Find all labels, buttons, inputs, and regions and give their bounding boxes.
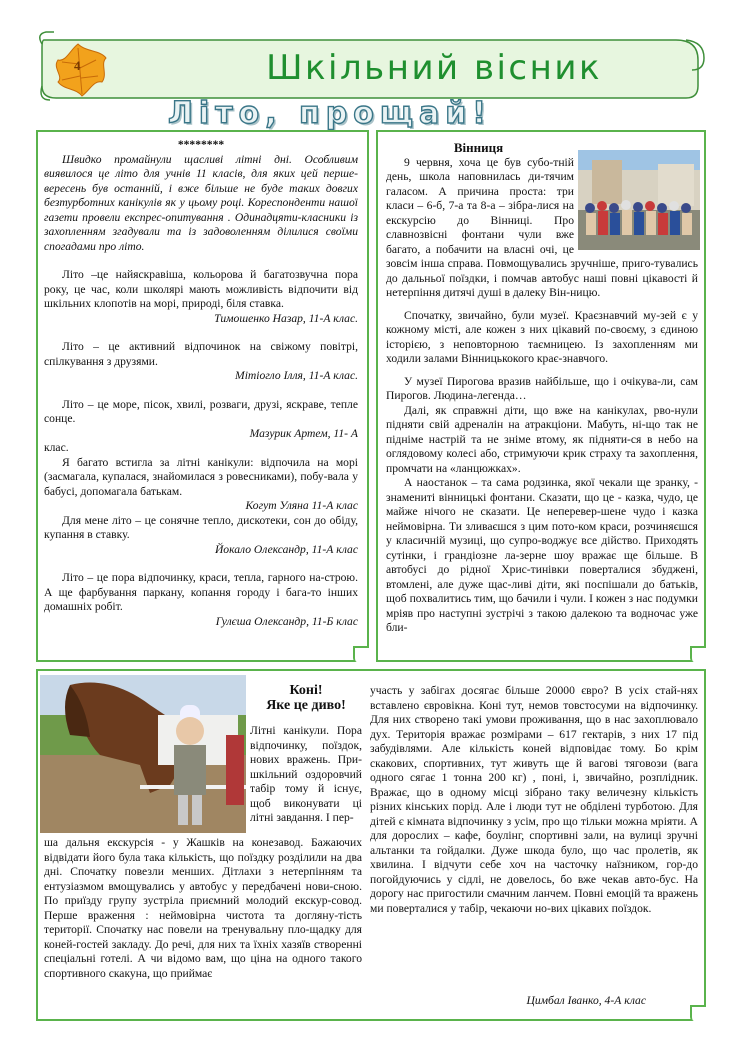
horses-wide-p: ша дальня екскурсія - у Жашків на конезавод. Бажаючих відвідати його була така кількість, що поїздку розділили на два дні. Спочатку повезли менших. Дітлахи з нетерпінням та ентузіазмом вмощувались у автобус у передбачені нови-сною. По приїзду групу зустріла приємний молодий екскур-совод. Перше враження : неймовірна чистота та догляну-тість території. Спочатку нас повели на тренувальну пло-щадку для коней-гостей закладу. До речі, для них та їхніх хазяїв створенні спеціальні готелі. А чи відомо вам, що ціна на одного такого спортивного скакуна, що приймає — [44, 836, 362, 980]
author-2: Мітіогло Ілля, 11-А клас. — [235, 369, 358, 382]
quote-1: Літо –це найяскравіша, кольорова й багатозвучна пора року, це час, коли школярі мають можливість відпочити від шкільних клопотів на морі, природі, біля ставка. — [44, 268, 358, 310]
quote-5: Для мене літо – це сонячне тепло, дискотеки, сон до обіду, купання в ставку. — [44, 513, 358, 541]
quote-4: Я багато встигла за літні канікули: відпочила на морі (засмагала, купалася, знайомилася з ровесниками), побу-вала у бабусі, допомагала батькам. — [44, 455, 358, 498]
horses-wide-text — [44, 836, 362, 1016]
masthead-title: Шкільний вісник — [266, 48, 602, 88]
vinnytsia-p2: Спочатку, звичайно, були музеї. Краєзнавчий му-зей є у кожному місті, але кожен з них цікавий по-своєму, з єдиною історією, з неповторною таємницею. Із захопленням ми ходили залами Вінницькокого крає-знавчого. — [386, 308, 698, 365]
horses-right-text — [370, 684, 698, 984]
horses-narrow-text — [250, 724, 362, 834]
vinnytsia-p1: 9 червня, хоча це був субо-тній день, школа наповнилась ди-тячим галасом. А причина проста: три класи – 6-б, 7-а та 8-а – зібра-лися на екскурсію до Вінниці. Про славнозвісні фонтани чули вже багато, а побачити на власні очі, це зовсім інша справа. Повмощувались зручніше, приго-тувались до дальньої поїздки, і помчав автобус наші повні цікавості й нетерпіння дитячі душі в далеку Він-ницю. — [386, 155, 698, 299]
stars-divider: ******** — [177, 138, 225, 151]
quote-3: Літо – це море, пісок, хвилі, розваги, друзі, яскраве, тепле сонце. — [44, 397, 358, 425]
right-article — [386, 141, 698, 659]
horses-author: Цимбал Іванко, 4-А клас — [526, 994, 646, 1007]
author-3: Мазурик Артем, 11- А — [249, 426, 358, 440]
author-1: Тимошенко Назар, 11-А клас. — [214, 311, 358, 325]
author-4: Когут Уляна 11-А клас — [245, 499, 358, 512]
horse-photo — [40, 675, 246, 833]
vinnytsia-body — [386, 156, 698, 636]
horses-title-block — [250, 684, 362, 724]
page-number: 4 — [74, 58, 81, 73]
author-5: Йокало Олександр, 11-А клас — [214, 542, 358, 556]
horses-title-line2: Яке це диво! — [266, 697, 346, 713]
horses-title-line1: Коні! — [289, 684, 323, 698]
horses-narrow-p: Літні канікули. Пора відпочинку, поїздок, нових вражень. При-шкільний оздоровчий табір тому й існує, щоб виконувати ці літні завдання. І пер- — [250, 724, 362, 824]
quote-2: Літо – це активний відпочинок на свіжому повітрі, спілкування з друзями. — [44, 340, 358, 368]
vinnytsia-p4: Далі, як справжні діти, що вже на канікулах, рво-нули підняти свій адреналін на атракціони. Мабуть, ні-що так не підніме настрій та не зніме втому, як підняти-ся в небо на оглядовому колесі або, стримуючи крик страху та захоплення, промчати на «ланцюжках». — [386, 403, 698, 475]
author-3-tail: клас. — [44, 441, 69, 454]
quote-6: Літо – це пора відпочинку, краси, тепла, гарного на-строю. А ще фарбування паркану, копання городу і бага-то інших домашніх робіт. — [44, 571, 358, 613]
vinnytsia-p5: А наостанок – та сама родзинка, якої чекали ще зранку, - знаменитi вiнницькi фонтани. Сказати, що це - казка, чудо, це майже нічого не сказати. Це неперевер-шене чудо і казка неймовірна. Ти зливаєшся з цим пото-ком краси, розчиняєшся у класичній музиці, що супро-воджує все дійство. Приходять сутінки, і грандіозне ла-зерне шоу вражає ще більше. В автобусі до рідної Хрис-тинівки поверталися збуджені, втомлені, але дуже щас-ливі діти, які поспішали до батьків, щоб похвалитись тим, що бачили і чули. І кожен з нас подумки мріяв про наступні зустрічі з такою далекою та водночас уже бли- — [386, 476, 698, 634]
author-6: Гулєша Олександр, 11-Б клас — [215, 614, 358, 628]
vinnytsia-p3: У музеї Пирогова вразив найбільше, що і очікува-ли, сам Пирогов. Людина-легенда… — [386, 374, 698, 402]
issue-subtitle: Літо, прощай! — [168, 96, 492, 131]
vinnytsia-title: Вінниця — [453, 141, 504, 155]
intro-text: Швидко промайнули щасливі літні дні. Особливим виявилося це літо для учнів 11 класів, для яких цей перше-вересень був останній, і вже більше не буде таких довгих безтурботних канікулів як у цьому році. Кореспонденти нашої газети провели експрес-опитування . Одинадцяти-класники із захопленням згадували та із задоволенням ділилися своїми спогадами про літо. — [44, 152, 358, 253]
left-article — [44, 138, 358, 654]
horses-right-p: участь у забігах досягає більше 20000 євро? В усіх стай-нях вставлено євровікна. Коні тут, немов товстосуми на відпочинку. Для них створено такі умови проживання, що в нас захоплювало дух. Територія вражає розмірами – 617 гектарів, з них 17 під забудівлями. Але кількість коней відповідає тому. Бо крім скакових, спортивних, тут живуть ще й вагові тяговози (вага одного сягає 1 тонна 200 кг) , поні, і, звичайно, розплідник. Вражає, що в одному місці зібрано таку величезну кількість різних кінських порід. Але і люди тут не обділені турботою. Для дітей є кімната відпочинку з усім, про що тільки можна мріяти. А для дорослих – кафе, боулінг, спортивні зали, на вулиці зручні альтанки та гойдалки. Дуже шкода було, що час пролетів, як хвилина. І відчути себе хоч на часточку наїзником, гор-до погойдуючись у сідлі, не довелось, бо вже чекав авто-бус. На дорогу нас пригостили смачним ланчем. Повні емоцій та вражень ми поверталися у табір, чекаючи но-вих цікавих поїздок. — [370, 684, 698, 915]
